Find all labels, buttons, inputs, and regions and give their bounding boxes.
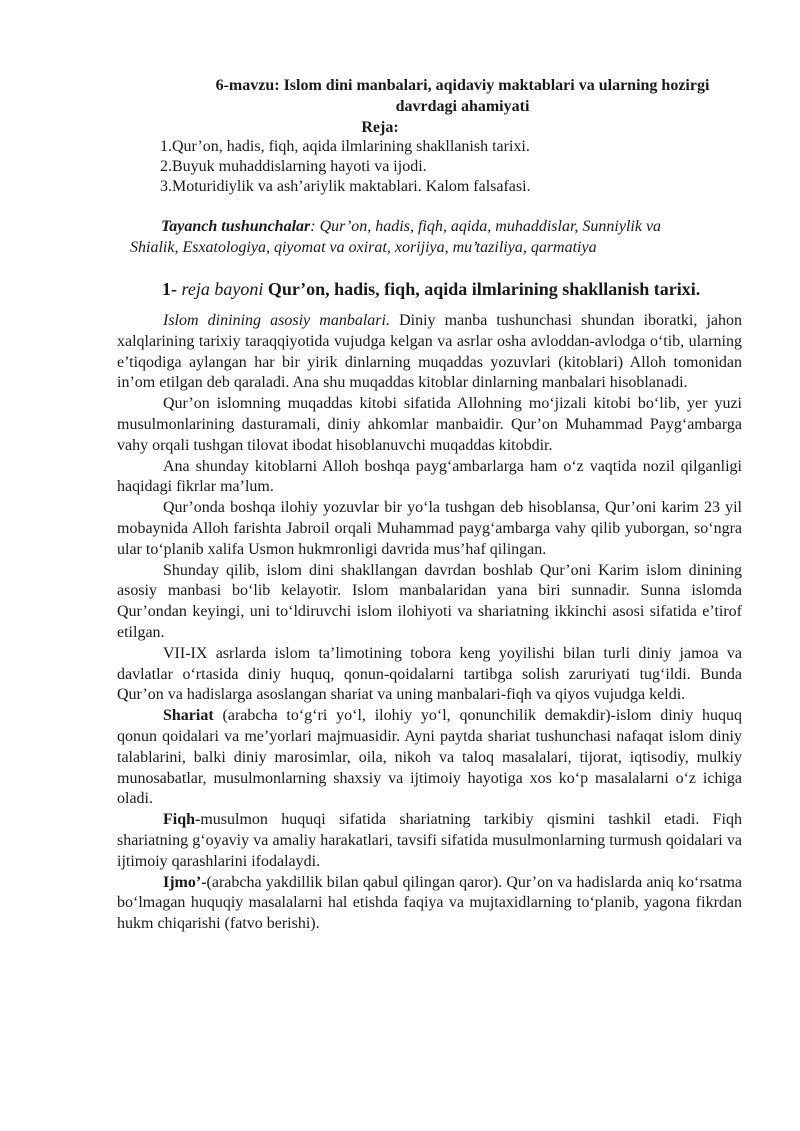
paragraph-text: Diniy manba tushunchasi shundan iboratki, jahon xalqlarining tarixiy taraqqiyotida vujudga kelgan va asrlar osha avloddan-avlodga o‘tib, ularning e’tiqodiga aylangan har bir yirik dinlarning muqaddas yozuvlari (kitoblari) Alloh tomonidan in’om etilgan deb qaraladi. Ana shu muqaddas kitoblar dinlarning manbalari hisoblanadi.	[117, 312, 743, 392]
paragraph	[117, 810, 742, 872]
key-concepts-line-2: Shialik, Esxatologiya, qiyomat va oxirat, xorijiya, mu’taziliya, qarmatiya	[130, 239, 597, 256]
paragraph	[117, 311, 742, 394]
section-title: Qur’on, hadis, fiqh, aqida ilmlarining shakllanish tarixi.	[267, 279, 701, 299]
paragraph-text: (arabcha yakdillik bilan qabul qilingan qaror). Qur’on va hadislarda aniq ko‘rsatma bo‘lmagan huquqiy masalalarni hal etishda faqiya va mujtaxidlarning to‘planib, yagona fikrdan hukm chiqarishi (fatvo berishi).	[117, 873, 742, 933]
paragraph	[117, 873, 742, 935]
paragraph: Qur’onda boshqa ilohiy yozuvlar bir yo‘la tushgan deb hisoblansa, Qur’oni karim 23 yil mobaynida Alloh farishta Jabroil orqali Muhammad payg‘ambarga vahy qilib yuborgan, so‘ngra ular to‘planib xalifa Usmon hukmronligi davrida mus’haf qilingan.	[117, 499, 742, 558]
paragraph: Shunday qilib, islom dini shakllangan davrdan boshlab Qur’oni Karim islom dinining asosiy manbasi bo‘lib kelayotir. Islom manbalaridan yana biri sunnadir. Sunna islomda Qur’ondan keyingi, uni to‘ldiruvchi islom ilohiyoti va shariatning ikkinchi asosi sifatida e’tirof etilgan.	[117, 561, 742, 641]
key-concepts-text-1: : Qur’on, hadis, fiqh, aqida, muhaddislar, Sunniylik va	[310, 218, 662, 235]
plan-heading: Reja:	[361, 119, 399, 136]
plan-item: 1.Qur’on, hadis, fiqh, aqida ilmlarining shakllanish tarixi.	[160, 138, 530, 155]
body-text	[117, 311, 742, 935]
paragraph	[117, 706, 742, 810]
paragraph-text: (arabcha to‘g‘ri yo‘l, ilohiy yo‘l, qonunchilik demakdir)-islom diniy huquq qonun qoidalari va me’yorlari majmuasidir. Ayni paytda shariat tushunchasi nafaqat islom diniy talablarini, balki diniy marosimlar, oila, nikoh va taloq masalalari, tijorat, iqtisodiy, mulkiy munosabatlar, musulmonlarning shaxsiy va ijtimoiy hayotiga xos ko‘p masalalarni o‘z ichiga oladi.	[117, 707, 742, 808]
key-concepts	[130, 216, 730, 258]
paragraph: Ana shunday kitoblarni Alloh boshqa payg‘ambarlarga ham o‘z vaqtida nozil qilganligi haqidagi fikrlar ma’lum.	[117, 457, 742, 496]
paragraph: VII-IX asrlarda islom ta’limotining tobora keng yoyilishi bilan turli diniy jamoa va davlatlar o‘rtasida diniy huquq, qonun-qoidalarni tartibga solish zaruriyati tug‘ildi. Bunda Qur’on va hadislarga asoslangan shariat va uning manbalari-fiqh va qiyos vujudga keldi.	[117, 644, 742, 704]
paragraph-lead: Islom dinining asosiy manbalari.	[163, 312, 390, 329]
paragraph-lead: Fiqh-	[163, 811, 201, 829]
paragraph-lead: Ijmo’-	[163, 873, 207, 891]
paragraph-text: musulmon huquqi sifatida shariatning tarkibiy qismini tashkil etadi. Fiqh shariatning g‘oyaviy va amaliy harakatlari, tavsifi sifatida musulmonlarning turmush qoidalari va ijtimoiy qarashlarini ifodalaydi.	[117, 811, 742, 870]
section-heading	[162, 277, 700, 301]
paragraph-lead: Shariat	[163, 707, 214, 725]
topic-title	[190, 75, 735, 117]
section-italic-label: reja bayoni	[181, 279, 264, 299]
section-number: 1-	[162, 279, 177, 299]
topic-title-line-2: davrdagi ahamiyati	[395, 98, 530, 115]
key-concepts-label: Tayanch tushunchalar	[161, 218, 311, 235]
topic-title-line-1: 6-mavzu: Islom dini manbalari, aqidaviy maktablari va ularning hozirgi	[215, 77, 710, 94]
plan-item: 2.Buyuk muhaddislarning hayoti va ijodi.	[160, 158, 427, 175]
paragraph: Qur’on islomning muqaddas kitobi sifatida Allohning mo‘jizali kitobi bo‘lib, yer yuzi musulmonlarining dasturamali, diniy ahkomlar manbaidir. Qur’on Muhammad Payg‘ambarga vahy orqali tushgan tilovat ibodat hisoblanuvchi muqaddas kitobdir.	[117, 395, 742, 454]
plan-item: 3.Moturidiylik va ash’ariylik maktablari. Kalom falsafasi.	[160, 178, 531, 195]
plan-list	[160, 137, 531, 197]
key-concepts-line-1	[130, 216, 730, 237]
